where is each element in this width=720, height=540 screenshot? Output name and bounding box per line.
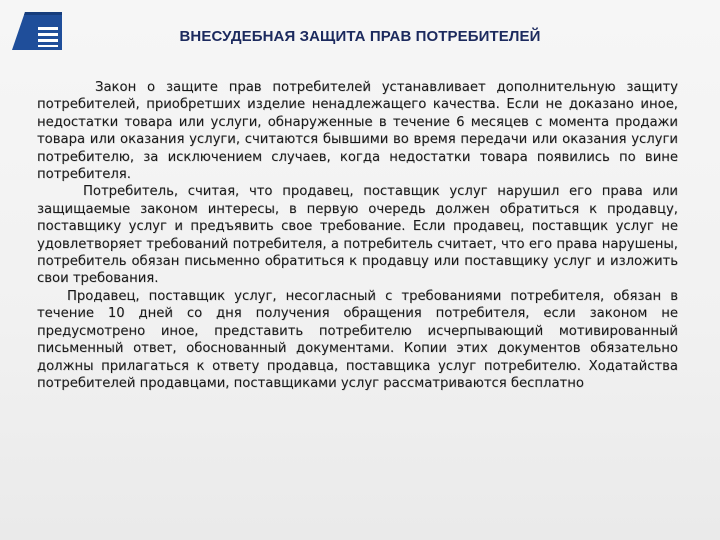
paragraph-seller-response: Продавец, поставщик услуг, несогласный с требованиями потребителя, обязан в течение 10 дней со дня получения обращения потребителя, если законом не предусмотрено иное, представить потребителю исчерпывающий мотивированный письменный ответ, обоснованный документами. Копии этих документов обязательно должны прилагаться к ответу продавца, поставщика услуг потребителю. Ходатайства потребителей продавцами, поставщиками услуг рассматриваются бесплатно <box>37 288 678 391</box>
logo-top-edge <box>24 12 62 15</box>
slide-body <box>37 79 678 392</box>
paragraph-consumer-claim: Потребитель, считая, что продавец, поставщик услуг нарушил его права или защищаемые законом интересы, в первую очередь должен обратиться к продавцу, поставщику услуг и предъявить свое требование. Если продавец, поставщик услуг не удовлетворяет требований потребителя, а потребитель считает, что его права нарушены, потребитель обязан письменно обратиться к продавцу или поставщику услуг и изложить свои требования. <box>37 184 678 287</box>
paragraph-consumer-protection-law: Закон о защите прав потребителей устанавливает дополнительную защиту потребителей, приобретших изделие ненадлежащего качества. Если не доказано иное, недостатки товара или услуги, обнаруженные в течение 6 месяцев с момента продажи товара или оказания услуги, считаются бывшими во время передачи или оказания услуги потребителю, за исключением случаев, когда недостатки товара появились по вине потребителя. <box>37 80 678 183</box>
logo-stripe <box>38 45 58 47</box>
slide-title: ВНЕСУДЕБНАЯ ЗАЩИТА ПРАВ ПОТРЕБИТЕЛЕЙ <box>179 28 541 45</box>
